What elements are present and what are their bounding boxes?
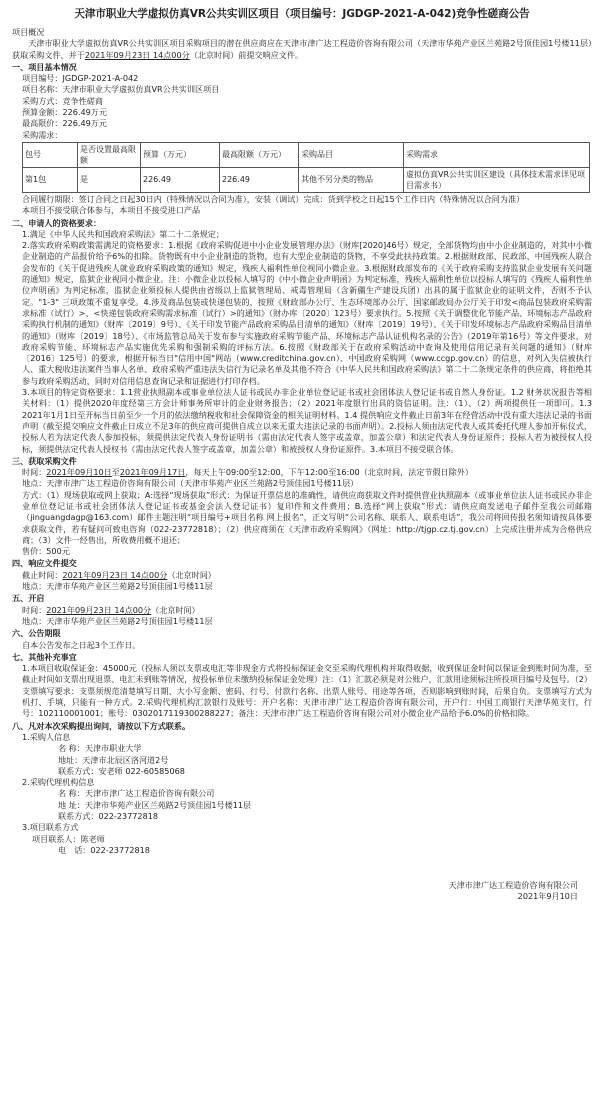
table-header: 预算（万元） xyxy=(141,142,220,167)
document-price: 售价：500元 xyxy=(22,546,70,557)
opening-time-value: 2021年09月23日 14点00分 xyxy=(46,604,152,615)
obtain-time xyxy=(12,467,592,478)
page-title: 天津市职业大学虚拟仿真VR公共实训区项目（项目编号：JGDGP-2021-A-042)竞争性磋商公告 xyxy=(74,8,530,20)
buyer-address: 地址：天津市北辰区洛河道2号 xyxy=(58,754,169,765)
section-3-heading: 三、获取采购文件 xyxy=(12,455,77,466)
buyer-heading: 1.采购人信息 xyxy=(22,731,71,742)
project-contact-phone: 电 话：022-23772818 xyxy=(58,844,150,855)
overview-text xyxy=(12,38,592,61)
section-4-heading: 四、响应文件提交 xyxy=(12,558,77,569)
section-6-heading: 六、公告期限 xyxy=(12,628,61,639)
table-header: 是否设置最高限额 xyxy=(78,142,141,167)
signature-date: 2021年9月10日 xyxy=(517,891,578,902)
table-header: 采购品目 xyxy=(299,142,404,167)
signature-block xyxy=(12,880,592,903)
obtain-date-from: 2021年09月10日 xyxy=(46,467,112,478)
submission-deadline-suffix: （北京时间） xyxy=(167,569,216,580)
requirements-label: 采购需求： xyxy=(22,129,63,140)
obtain-date-to: 2021年09月17日 xyxy=(119,467,186,478)
qualification-3: 3.本项目的特定资格要求：1.1营业执照副本或事业单位法人证书或民办非企业单位登记证书或社会团体法人登记证书或自然人身份证。1.2 财务状况报告等相关材料：（1）提供2020年度经第三方会计师事务所审计的企业财务报告；（2）2021年度银行出具的资信证明。注：（1）、（2）两项提供任一项即可。1.3 2021年1月1日至开标当日前至少一个月的依法缴纳税收和社会保障资金的相关证明材料。1.4 提供响应文件截止日前3年在经营活动中没有重大违法记录的书面声明（截至提交响应文件截止日成立不足3年的供应商可提供自成立以来无重大违法记录的书面声明）。2.投标人须由法定代表人或其委托代理人参加开标仪式，投标人若为法定代表人参加投标，须提供法定代表人身份证明书（需由法定代表人签字或盖章，加盖公章）和法定代表人身份证原件；投标人若为被授权人投标，须提供法定代表人授权书（需由法定代表人签字或盖章，加盖公章）和被授权人身份证原件。3.本项目不接受联合体。 xyxy=(22,387,592,454)
table-cell: 虚拟仿真VR公共实训区建设（具体技术需求详见项目需求书） xyxy=(404,167,590,192)
signature-org: 天津市津广达工程造价咨询有限公司 xyxy=(448,880,578,891)
budget-amount: 预算金额：226.49万元 xyxy=(22,107,107,118)
overview-deadline: 2021年09月23日 14点00分 xyxy=(84,49,190,60)
table-cell: 其他不另分类的物品 xyxy=(299,167,404,192)
obtain-time-label: 时间： xyxy=(22,467,47,478)
table-row xyxy=(23,167,590,192)
table-header: 采购需求 xyxy=(404,142,590,167)
section-5-heading: 五、开启 xyxy=(12,593,45,604)
buyer-name: 名 称：天津市职业大学 xyxy=(58,743,142,754)
agent-name: 名 称：天津市津广达工程造价咨询有限公司 xyxy=(58,788,215,799)
submission-deadline-value: 2021年09月23日 14点00分 xyxy=(62,569,168,580)
qualification-2: 2.落实政府采购政策需满足的资格要求：1.根据《政府采购促进中小企业发展管理办法》（财库[2020]46号）规定，全部货物均由中小企业制造的，对其中小微企业制造的产品报价给予6%的扣除。货物既有中小企业制造的货物，也有大型企业制造的货物，不享受此扶持政策。2.根据财政部、民政部、中国残疾人联合会发布的《关于促进残疾人就业政府采购政策的通知》规定，残疾人福利性单位视同小微企业。3.根据财政部发布的《关于政府采购支持监狱企业发展有关问题的通知》规定，监狱企业视同小微企业。注：小微企业以投标人填写的《中小微企业声明函》为判定标准，残疾人福利性单位以投标人填写的《残疾人福利性单位声明函》为判定标准，监狱企业须投标人提供由省级以上监狱管理局、戒毒管理局（含新疆生产建设兵团）出具的属于监狱企业的证明文件，否则不予认定。"1-3" 三项政策不重复享受。4.涉及商品包装或快递包装的，按照《财政部办公厅、生态环境部办公厅、国家邮政局办公厅关于印发<商品包装政府采购需求标准（试行）>、<快递包装政府采购需求标准（试行）>的通知》（财办库〔2020〕123号）要求执行。5.按照《关于调整优化节能产品、环境标志产品政府采购执行机制的通知》（财库〔2019〕9号）、《关于印发节能产品政府采购品目清单的通知》（财库〔2019〕19号）、《关于印发环境标志产品政府采购品目清单的通知》（财库〔2019〕18号）、《市场监管总局关于发布参与实施政府采购节能产品、环境标志产品认证机构名录的公告》（2019年第16号）等文件要求，对政府采购节能、环境标志产品实施优先采购和强制采购的评标方法。6.按照《财政部关于在政府采购活动中查询及使用信用记录有关问题的通知》（财库〔2016〕125号）的要求，根据开标当日"信用中国"网站（www.creditchina.gov.cn）、中国政府采购网（www.ccgp.gov.cn）的信息，对列入失信被执行人、重大税收违法案件当事人名单、政府采购严重违法失信行为记录名单及其他不符合《中华人民共和国政府采购法》第二十二条规定条件的供应商，将拒绝其参与政府采购活动，同时对信用信息查询记录和证据进行打印存档。 xyxy=(22,240,592,386)
obtain-method: 方式：（1）现场获取或网上获取；A:选择“现场获取”形式：为保证开票信息的准确性，请供应商获取文件时提供营业执照副本（或事业单位法人证书或民办非企业单位登记证书或社会团体法人登记证书或基金会法人登记证书）复印件和文件费用；B.选择“网上获取”形式：请供应商发送电子邮件至我公司邮箱（jinguangdagp@163.com）邮件主题注明“项目编号+项目名称 网上报名”，正文写明“公司名称、联系人、联系电话”，我公司将回传报名须知请按具体要求获取文件，若有疑问可致电咨询（022-23772818）；（2）供应商须在《天津市政府采购网》（网址：http://tjgp.cz.tj.gov.cn）上完成注册并成为合格供应商；（3）文件一经售出，所收费用概不退还； xyxy=(22,489,592,545)
overview-heading: 项目概况 xyxy=(12,27,45,37)
agent-contact: 联系方式：022-23772818 xyxy=(58,811,159,821)
max-price: 最高限价：226.49万元 xyxy=(22,118,107,129)
project-name: 项目名称：天津市职业大学虚拟仿真VR公共实训区项目 xyxy=(22,84,220,95)
obtain-place: 地点：天津市津广达工程造价咨询有限公司（天津市华苑产业区兰苑路2号顶佳园1号楼11层） xyxy=(22,478,359,489)
table-header-row xyxy=(23,142,590,167)
section-1-heading: 一、项目基本情况 xyxy=(12,61,77,72)
submission-place: 地点：天津市华苑产业区兰苑路2号顶佳园1号楼11层 xyxy=(22,581,213,592)
opening-time xyxy=(12,605,592,616)
agent-heading: 2.采购代理机构信息 xyxy=(22,777,95,788)
section-2-heading: 二、申请人的资格要求： xyxy=(12,217,102,228)
opening-place: 地点：天津市华苑产业区兰苑路2号顶佳园1号楼11层 xyxy=(22,615,213,626)
qualification-1: 1.满足《中华人民共和国政府采购法》第二十二条规定； xyxy=(22,228,224,239)
supplementary-info: 1.本项目收取保证金：45000元（投标人须以支票或电汇等非现金方式将投标保证金交至采购代理机构并取得收据，收到保证金时间以保证金到账时间为准，至截止时间如支票出现退票、电汇未到账等情况，按投标单位未缴纳投标保证金处理）注：（1）汇款必须是对公账户，汇款用途须标注所投项目编号及包号。（2）支票填写要求：支票须规范清楚填写日期、大小写金额、密码、行号、付款行名称、出票人账号、用途等各项，否则影响到账时间，后果自负。支票填写方式为机打、手填，只能有一种方式。2.采购代理机构汇款银行及账号：开户名称：天津市津广达工程造价咨询有限公司，开户行：中国工商银行天津华苑支行，行号：102110001001；账号：0302017119300288227；备注：天津市津广达工程造价咨询有限公司对小微企业产品给予6.0%的价格扣除。 xyxy=(22,663,592,719)
obtain-time-to: 至 xyxy=(111,467,120,478)
table-cell: 第1包 xyxy=(23,167,78,192)
buyer-contact: 联系方式：安老师 022-60585068 xyxy=(58,765,185,776)
project-number: 项目编号：JGDGP-2021-A-042 xyxy=(22,73,139,84)
contract-period: 合同履行期限：签订合同之日起30日内（特殊情况以合同为准），安装（调试）完成：货到学校之日起15个工作日内（特殊情况以合同为准） xyxy=(22,193,525,204)
opening-time-label: 时间： xyxy=(22,604,47,615)
project-contact-heading: 3.项目联系方式 xyxy=(22,822,79,833)
overview-text-b: （北京时间）前提交响应文件。 xyxy=(189,49,304,60)
consortium-note: 本项目不接受联合体参与，本项目不接受进口产品 xyxy=(22,205,201,216)
notice-period: 自本公告发布之日起3个工作日。 xyxy=(22,639,141,650)
agent-address: 地 址：天津市华苑产业区兰苑路2号顶佳园1号楼11层 xyxy=(58,799,252,810)
obtain-time-rest: ，每天上午09:00至12:00，下午12:00至16:00（北京时间，法定节假日除外） xyxy=(185,467,473,478)
table-cell: 226.49 xyxy=(141,167,220,192)
table-cell: 是 xyxy=(78,167,141,192)
section-8-heading: 八、凡对本次采购提出询问，请按以下方式联系。 xyxy=(12,720,191,731)
overview-text-a: 天津市职业大学虚拟仿真VR公共实训区项目采购项目的潜在供应商应在天津市津广达工程造价咨询有限公司（天津市华苑产业区兰苑路2号顶佳园1号楼11层）获取采购文件，并于 xyxy=(12,38,592,60)
requirements-table xyxy=(22,142,590,193)
project-contact-person: 项目联系人：陈老师 xyxy=(32,833,105,844)
table-header: 最高限额（万元） xyxy=(220,142,299,167)
table-header: 包号 xyxy=(23,142,78,167)
submission-deadline-label: 截止时间： xyxy=(22,569,63,580)
table-cell: 226.49 xyxy=(220,167,299,192)
section-7-heading: 七、其他补充事宜 xyxy=(12,651,77,662)
opening-time-suffix: （北京时间） xyxy=(151,604,200,615)
submission-deadline xyxy=(12,570,592,581)
procurement-method: 采购方式：竞争性磋商 xyxy=(22,95,103,106)
